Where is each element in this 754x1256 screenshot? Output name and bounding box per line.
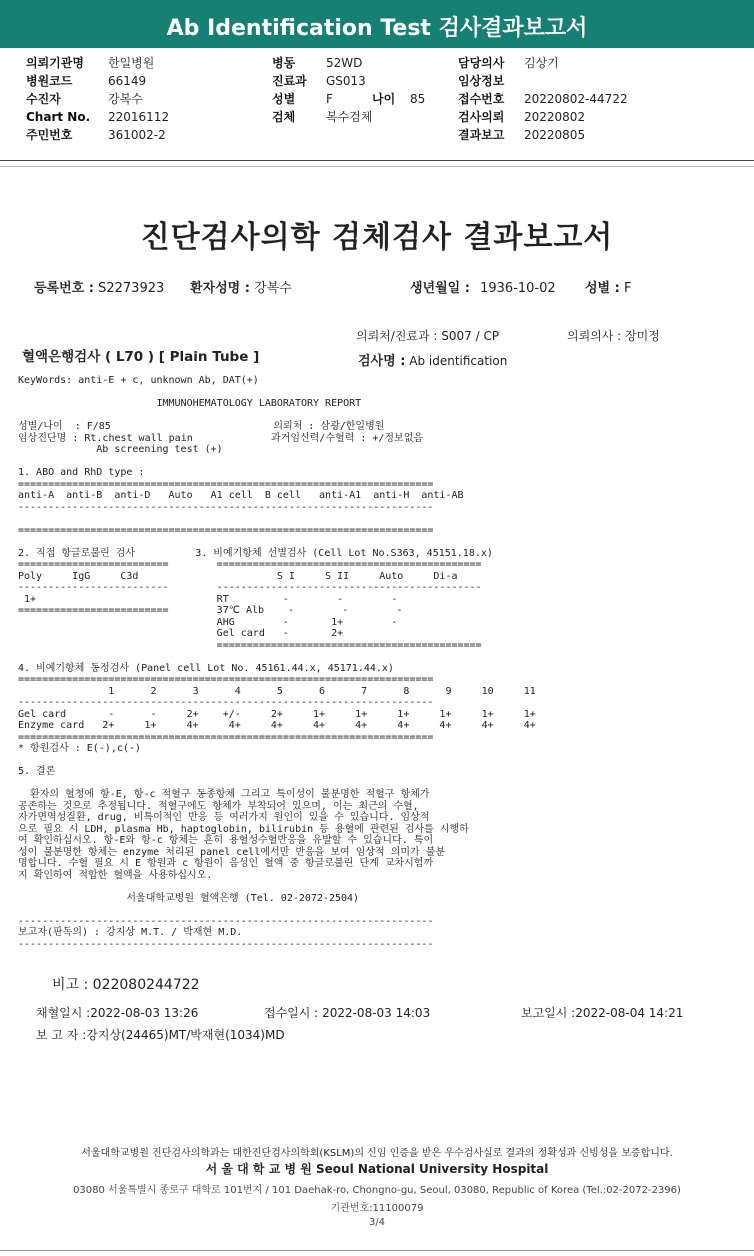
- sex-label: 성별 :: [585, 281, 620, 296]
- meta-label: Chart No.: [26, 110, 91, 124]
- report-line: 4. 비예기항체 동정검사 (Panel cell Lot No. 45161.44.x, 45171.44.x): [18, 662, 394, 674]
- report-line: ---------------------------------------------------------------------: [18, 915, 434, 927]
- report-line: ------------------------- --------------------------------------------: [18, 582, 482, 593]
- remark-value: 022080244722: [92, 977, 200, 993]
- meta-label: 검사의뢰: [458, 110, 505, 124]
- report-line: =====================================================================: [18, 731, 434, 743]
- meta-value: 20220805: [524, 128, 586, 142]
- header-col-2: [272, 54, 425, 126]
- report-line: 지 확인하여 적합한 혈액을 사용하십시오.: [18, 869, 213, 881]
- meta-label: 의뢰기관명: [26, 56, 84, 70]
- report-line: [18, 456, 536, 468]
- meta-value: 22016112: [108, 110, 170, 124]
- meta-value: 복수검체: [326, 110, 373, 124]
- report-line: 으로 필요 시 LDH, plasma Hb, haptoglobin, bilirubin 등 용혈에 관련된 검사를 시행하: [18, 823, 469, 835]
- report-time: [521, 1004, 683, 1021]
- report-line: AHG - 1+ -: [18, 616, 398, 628]
- report-line: 1. ABO and RhD type :: [18, 467, 145, 478]
- meta-label: 성별: [272, 92, 296, 106]
- report-line: =====================================================================: [18, 674, 434, 685]
- referring-doctor: [567, 327, 660, 344]
- report-line: [18, 536, 536, 548]
- report-line: IMMUNOHEMATOLOGY LABORATORY REPORT: [18, 398, 362, 409]
- report-line: [18, 778, 536, 790]
- doctor-label: 의뢰의사 :: [567, 329, 622, 343]
- report-line: 보고자(판독의) : 강지상 M.T. / 박재현 M.D.: [18, 927, 243, 938]
- report-line: 공존하는 것으로 추정됩니다. 적혈구에도 항체가 부착되어 있으며, 이는 최근의 수혈,: [18, 800, 419, 812]
- dob-value: 1936-10-02: [480, 281, 556, 296]
- report-label: 보고일시 :: [521, 1006, 576, 1020]
- header-divider-2: [0, 166, 754, 167]
- meta-label: 병원코드: [26, 74, 73, 88]
- meta-value: 20220802: [524, 110, 586, 124]
- collect-label: 채혈일시 :: [36, 1006, 91, 1020]
- meta-label: 주민번호: [26, 128, 73, 142]
- remark-label: 비고 :: [52, 977, 89, 993]
- report-line: =====================================================================: [18, 478, 434, 490]
- name-label: 환자성명 :: [190, 281, 250, 296]
- meta-label: 임상정보: [458, 74, 505, 88]
- test-name-value: Ab identification: [409, 354, 508, 368]
- test-name: [358, 350, 507, 369]
- sex-value: F: [623, 281, 632, 296]
- header-col-3: [458, 54, 628, 144]
- report-banner: Ab Identification Test 검사결과보고서: [0, 0, 754, 48]
- report-line: 성별/나이 : F/85 의뢰처 : 삼광/한일병원: [18, 421, 385, 432]
- doctor-value: 장미정: [625, 329, 660, 343]
- report-line: [18, 410, 536, 422]
- report-line: 5. 결론: [18, 766, 56, 777]
- reg-label: 등록번호 :: [34, 281, 94, 296]
- meta-label: 병동: [272, 56, 296, 70]
- meta-label: 진료과: [272, 74, 307, 88]
- hospital-name: 서 울 대 학 교 병 원 Seoul National University Hospital: [205, 1162, 549, 1176]
- report-line: =====================================================================: [18, 524, 434, 536]
- ref-label: 의뢰처/진료과 :: [356, 329, 438, 343]
- report-line: [18, 755, 536, 767]
- header-divider: [0, 160, 754, 161]
- referral-dept: [356, 327, 499, 344]
- meta-label: 수진자: [26, 92, 61, 106]
- report-line: 1+ RT - - -: [18, 593, 398, 605]
- report-line: ============================================: [18, 639, 482, 651]
- report-line: [18, 651, 536, 663]
- meta-value: 66149: [108, 74, 147, 88]
- report-line: [18, 513, 536, 525]
- meta-value: F: [326, 92, 333, 106]
- report-line: KeyWords: anti-E + c, unknown Ab, DAT(+): [18, 375, 259, 386]
- meta-label: 검체: [272, 110, 296, 124]
- meta-label: 결과보고: [458, 128, 505, 142]
- hospital-address: 03080 서울특별시 종로구 대학로 101번지 / 101 Daehak-ro, Chongno-gu, Seoul, 03080, Republic of Korea (Tel.:02-2072-2396): [73, 1185, 681, 1196]
- report-line: ========================= 37℃ Alb - - -: [18, 605, 403, 616]
- reporter: [36, 1026, 285, 1043]
- lab-report-body: [18, 375, 536, 950]
- meta-value: 20220802-44722: [524, 92, 628, 106]
- report-title: 진단검사의학 검체검사 결과보고서: [140, 220, 614, 255]
- patient-name: [190, 277, 292, 296]
- report-line: 성이 불분명한 항체는 enzyme 처리된 panel cell에서만 반응을 보여 임상적 의미가 불분: [18, 846, 446, 858]
- report-line: 1 2 3 4 5 6 7 8 9 10 11: [18, 685, 536, 697]
- receive-label: 접수일시 :: [264, 1006, 319, 1020]
- test-name-label: 검사명 :: [358, 354, 406, 369]
- receive-value: 2022-08-03 14:03: [322, 1006, 431, 1020]
- report-line: [18, 881, 536, 893]
- age-value: 85: [410, 92, 426, 106]
- report-line: ---------------------------------------------------------------------: [18, 501, 434, 513]
- report-line: Ab screening test (+): [18, 444, 223, 455]
- report-line: Gel card - 2+: [18, 628, 344, 639]
- ref-value: S007 / CP: [441, 329, 500, 343]
- report-line: Poly IgG C3d S I S II Auto Di-a: [18, 570, 458, 582]
- reg-value: S2273923: [98, 281, 165, 296]
- report-value: 2022-08-04 14:21: [575, 1006, 684, 1020]
- meta-label: 담당의사: [458, 56, 505, 70]
- report-line: 여 확인하십시오. 항-E와 항-c 항체는 흔히 용혈성수혈반응을 유발할 수 있습니다. 특이: [18, 835, 434, 846]
- meta-value: GS013: [326, 74, 366, 88]
- report-line: [18, 387, 536, 399]
- meta-label: 접수번호: [458, 92, 505, 106]
- meta-value: 강복수: [108, 92, 143, 106]
- meta-value: 한일병원: [108, 56, 155, 70]
- report-line: 자가면역성질환, drug, 비특이적인 반응 등 여러가지 원인이 있을 수 있습니다. 임상적: [18, 812, 430, 823]
- report-line: ---------------------------------------------------------------------: [18, 938, 434, 950]
- meta-value: 361002-2: [108, 128, 166, 142]
- report-line: * 항원검사 : E(-),c(-): [18, 743, 141, 754]
- report-line: 환자의 혈청에 항-E, 항-c 적혈구 동종항체 그리고 특이성이 불분명한 적혈구 항체가: [18, 789, 430, 800]
- report-line: [18, 904, 536, 916]
- dob-label: 생년월일 :: [410, 281, 470, 296]
- reporter-label: 보 고 자 :: [36, 1028, 87, 1042]
- report-line: Enzyme card 2+ 1+ 4+ 4+ 4+ 4+ 4+ 4+ 4+ 4+ 4+: [18, 720, 536, 731]
- reporter-value: 강지상(24465)MT/박재현(1034)MD: [86, 1028, 285, 1042]
- bottom-border: [0, 1250, 754, 1251]
- collect-value: 2022-08-03 13:26: [90, 1006, 199, 1020]
- report-line: ========================= ============================================: [18, 559, 482, 570]
- meta-value: 52WD: [326, 56, 363, 70]
- header-col-1: [26, 54, 169, 144]
- report-line: ---------------------------------------------------------------------: [18, 697, 434, 708]
- report-line: anti-A anti-B anti-D Auto A1 cell B cell anti-A1 anti-H anti-AB: [18, 490, 464, 501]
- report-line: 서울대학교병원 혈액은행 (Tel. 02-2072-2504): [18, 892, 360, 904]
- birth-date: [410, 277, 556, 296]
- patient-sex: [585, 277, 631, 296]
- institution-number: 기관번호:11100079: [330, 1203, 424, 1214]
- report-line: Gel card - - 2+ +/- 2+ 1+ 1+ 1+ 1+ 1+ 1+: [18, 708, 536, 720]
- remark: [52, 974, 200, 994]
- name-value: 강복수: [254, 281, 292, 296]
- meta-value: 김상기: [524, 56, 559, 70]
- receipt-time: [264, 1004, 430, 1021]
- test-group: 혈액은행검사 ( L70 ) [ Plain Tube ]: [22, 349, 260, 365]
- collection-time: [36, 1004, 198, 1021]
- certification-note: 서울대학교병원 진단검사의학과는 대한진단검사의학회(KSLM)의 신임 인증을 받은 우수검사실로 결과의 정확성과 신빙성을 보증합니다.: [81, 1148, 673, 1159]
- report-line: 2. 직접 항글로불린 검사 3. 비예기항체 선별검사 (Cell Lot No.S363, 45151.18.x): [18, 547, 493, 559]
- age-label: 나이: [372, 92, 396, 106]
- report-line: 임상진단명 : Rt.chest wall pain 과거임신력/수혈력 : +/정보없음: [18, 432, 424, 444]
- registration-no: [34, 277, 164, 296]
- report-line: 명합니다. 수혈 필요 시 E 항원과 c 항원이 음성인 혈액 중 항글로불린 단계 교차시험까: [18, 858, 434, 869]
- page-number: 3/4: [368, 1217, 386, 1228]
